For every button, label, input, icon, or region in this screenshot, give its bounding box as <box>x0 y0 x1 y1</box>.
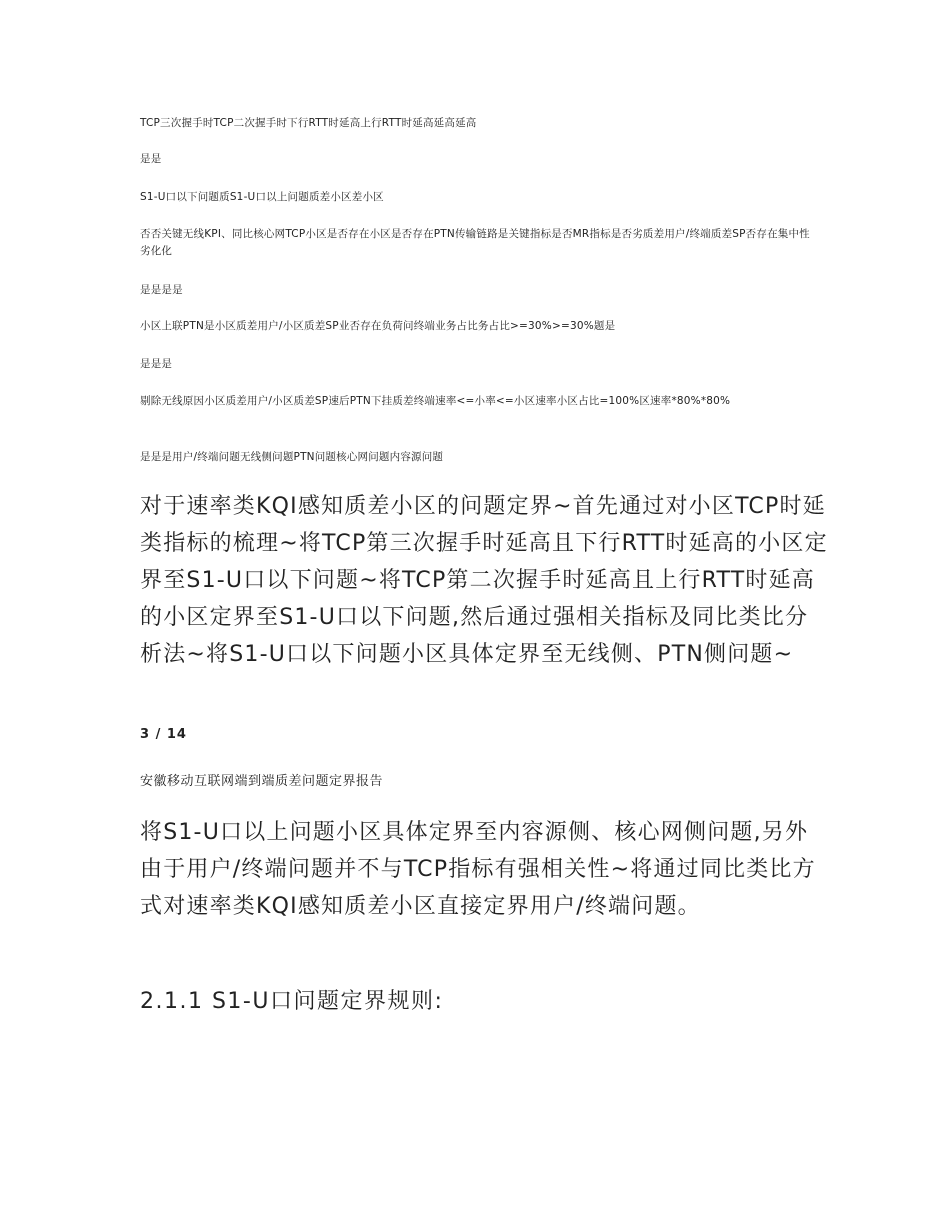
running-header: 安徽移动互联网端到端质差问题定界报告 <box>140 774 384 789</box>
table-text-line-9: 是是是用户/终端问题无线侧问题PTN问题核心网问题内容源问题 <box>140 451 444 463</box>
page-number: 3 / 14 <box>140 727 187 742</box>
body-paragraph-2: 将S1-U口以上问题小区具体定界至内容源侧、核心网侧问题,另外由于用户/终端问题并不与TCP指标有强相关性~将通过同比类比方式对速率类KQI感知质差小区直接定界用户/终端问题。 <box>140 820 816 919</box>
table-text-line-5: 是是是是 <box>140 284 183 296</box>
table-text-line-1: TCP三次握手时TCP二次握手时下行RTT时延高上行RTT时延高延高延高 <box>140 117 477 129</box>
body-paragraph-1: 对于速率类KQI感知质差小区的问题定界~首先通过对小区TCP时延类指标的梳理~将TCP第三次握手时延高且下行RTT时延高的小区定界至S1-U口以下问题~将TCP第二次握手时延高且上行RTT时延高的小区定界至S1-U口以下问题,然后通过强相关指标及同比类比分析法~将S1-U口以下问题小区具体定界至无线侧、PTN侧问题~ <box>140 494 828 667</box>
table-text-line-2: 是是 <box>140 153 162 165</box>
table-text-line-3: S1-U口以下问题质S1-U口以上问题质差小区差小区 <box>140 191 384 203</box>
table-text-line-7: 是是是 <box>140 358 173 370</box>
table-text-line-8: 剔除无线原因小区质差用户/小区质差SP速后PTN下挂质差终端速率<=小率<=小区速率小区占比=100%区速率*80%*80% <box>140 395 731 407</box>
section-heading: 2.1.1 S1-U口问题定界规则: <box>140 989 444 1014</box>
table-text-line-6: 小区上联PTN是小区质差用户/小区质差SP业否存在负荷问终端业务占比务占比>=30%>=30%题是 <box>140 320 616 332</box>
table-text-line-4: 否否关键无线KPI、同比核心网TCP小区是否存在小区是否存在PTN传输链路是关键指标是否MR指标是否劣质差用户/终端质差SP否存在集中性劣化化 <box>140 228 810 257</box>
